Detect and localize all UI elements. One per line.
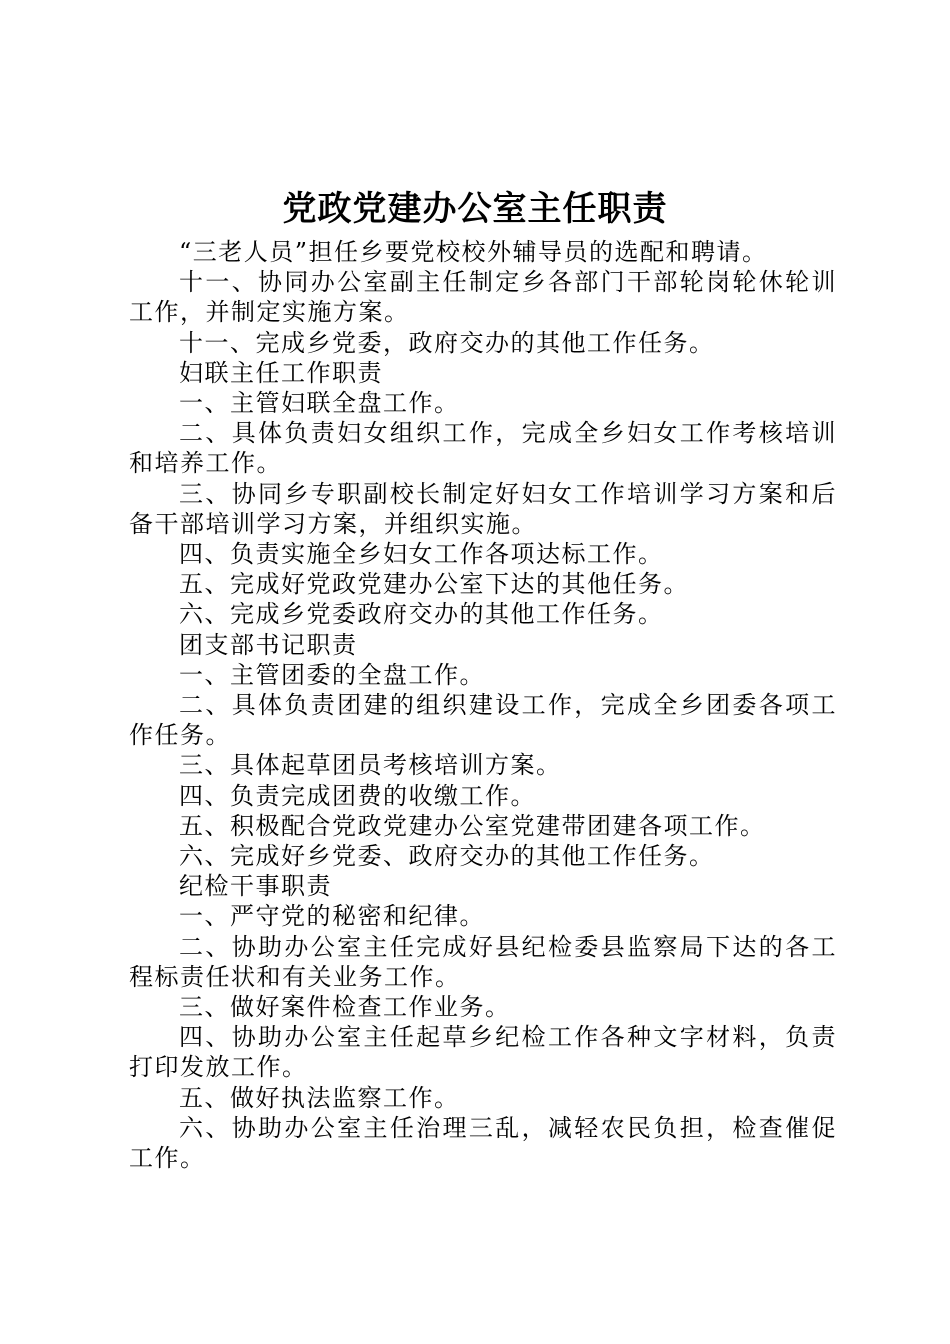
paragraph: 三、做好案件检查工作业务。 xyxy=(179,993,511,1022)
paragraph: 六、完成好乡党委、政府交办的其他工作任务。 xyxy=(179,842,715,871)
paragraph: 二、具体负责团建的组织建设工作，完成全乡团委各项工作任务。 xyxy=(129,691,837,750)
paragraph: 六、完成乡党委政府交办的其他工作任务。 xyxy=(179,600,664,629)
paragraph: 四、负责实施全乡妇女工作各项达标工作。 xyxy=(179,540,664,569)
paragraph: 二、具体负责妇女组织工作，完成全乡妇女工作考核培训和培养工作。 xyxy=(129,419,837,478)
paragraph: “三老人员”担任乡要党校校外辅导员的选配和聘请。 xyxy=(179,238,768,266)
section-heading-youth-league: 团支部书记职责 xyxy=(179,630,358,659)
paragraph: 二、协助办公室主任完成好县纪检委县监察局下达的各工程标责任状和有关业务工作。 xyxy=(129,932,837,991)
paragraph: 五、积极配合党政党建办公室党建带团建各项工作。 xyxy=(179,811,766,840)
paragraph: 一、主管团委的全盘工作。 xyxy=(179,660,485,689)
document-title: 党政党建办公室主任职责 xyxy=(282,189,668,229)
document-body xyxy=(129,237,837,1173)
paragraph: 一、严守党的秘密和纪律。 xyxy=(179,902,485,931)
paragraph: 三、协同乡专职副校长制定好妇女工作培训学习方案和后备干部培训学习方案，并组织实施。 xyxy=(129,479,837,538)
paragraph: 五、完成好党政党建办公室下达的其他任务。 xyxy=(179,570,689,599)
section-heading-discipline-inspection: 纪检干事职责 xyxy=(179,872,332,901)
paragraph: 三、具体起草团员考核培训方案。 xyxy=(179,751,562,780)
paragraph: 五、做好执法监察工作。 xyxy=(179,1083,460,1112)
paragraph: 一、主管妇联全盘工作。 xyxy=(179,389,460,418)
section-heading-women-federation: 妇联主任工作职责 xyxy=(179,358,383,387)
paragraph: 四、协助办公室主任起草乡纪检工作各种文字材料，负责打印发放工作。 xyxy=(129,1023,837,1082)
paragraph: 六、协助办公室主任治理三乱，减轻农民负担，检查催促工作。 xyxy=(129,1113,837,1173)
paragraph: 十一、完成乡党委，政府交办的其他工作任务。 xyxy=(179,328,715,357)
paragraph: 四、负责完成团费的收缴工作。 xyxy=(179,781,536,810)
paragraph: 十一、协同办公室副主任制定乡各部门干部轮岗轮休轮训工作，并制定实施方案。 xyxy=(129,268,837,327)
